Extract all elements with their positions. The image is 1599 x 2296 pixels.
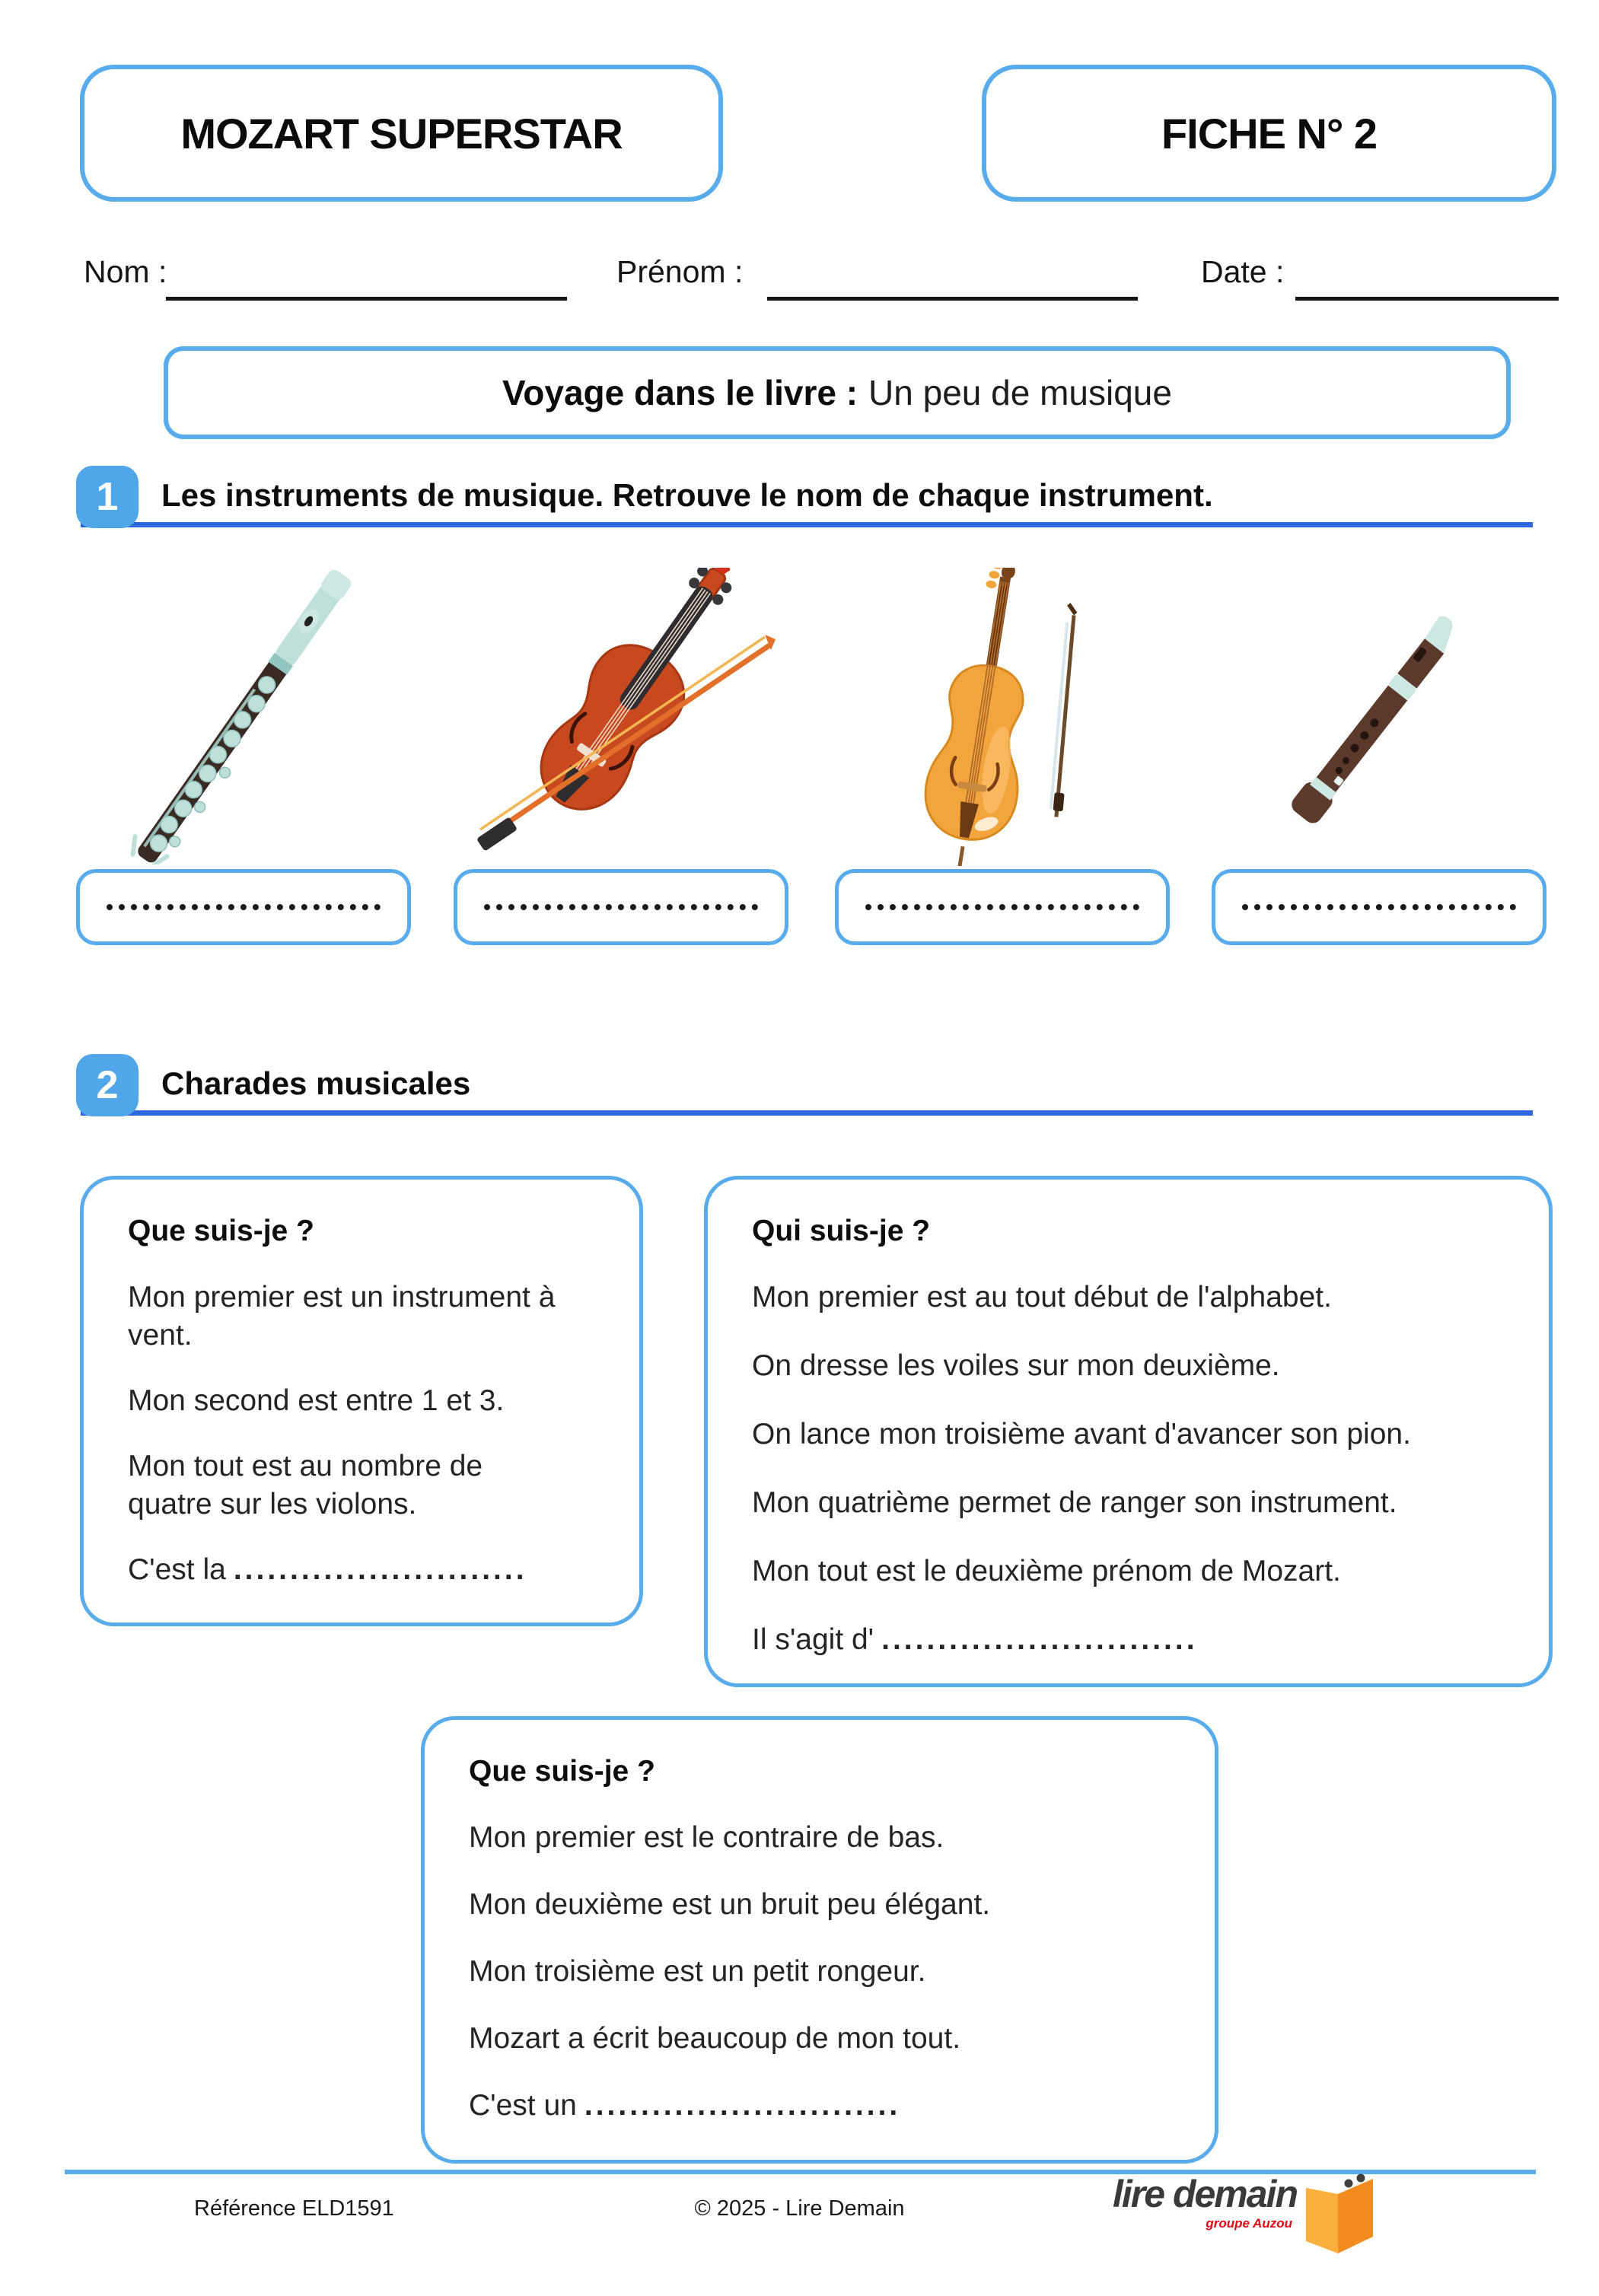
- charade3-answer-line: [469, 2087, 1171, 2125]
- charade-box-2: [704, 1176, 1553, 1687]
- section2-title: Charades musicales: [161, 1065, 471, 1101]
- answer-box-1[interactable]: [76, 869, 411, 945]
- banner-title-regular: Un peu de musique: [868, 373, 1172, 412]
- charade1-line: Mon premier est un instrument à vent.: [128, 1281, 556, 1352]
- open-book-icon: [1301, 2170, 1378, 2256]
- charade2-line: Mon premier est au tout début de l'alphabet.: [752, 1281, 1332, 1314]
- date-label: Date :: [1201, 254, 1285, 289]
- charade1-line: Mon second est entre 1 et 3.: [128, 1384, 505, 1417]
- charade3-title: Que suis-je ?: [469, 1755, 655, 1788]
- violin-icon: [457, 568, 785, 866]
- charade2-line: On lance mon troisième avant d'avancer son pion.: [752, 1417, 1411, 1451]
- charade3-line: Mozart a écrit beaucoup de mon tout.: [469, 2021, 961, 2055]
- worksheet-title-box: [80, 65, 723, 202]
- charade1-line: Mon tout est au nombre de quatre sur les violons.: [128, 1449, 483, 1521]
- charade2-line: On dresse les voiles sur mon deuxième.: [752, 1349, 1280, 1382]
- activity-banner: [164, 346, 1511, 439]
- double-bass-bow: [1049, 603, 1081, 817]
- charade1-answer-dots[interactable]: ..........................: [233, 1552, 527, 1586]
- instrument-cell-double-bass: [835, 568, 1170, 866]
- nom-write-line[interactable]: [166, 297, 567, 301]
- instrument-cell-recorder: [1212, 568, 1546, 866]
- section2-rule: [81, 1110, 1533, 1116]
- charade2-title: Qui suis-je ?: [752, 1215, 931, 1247]
- charade3-line: Mon premier est le contraire de bas.: [469, 1821, 944, 1854]
- lire-demain-logo: [1113, 2170, 1409, 2269]
- prenom-label: Prénom :: [616, 254, 744, 289]
- banner-title-bold: Voyage dans le livre :: [502, 373, 858, 412]
- section2-number-badge: [76, 1054, 139, 1116]
- fiche-number: FICHE N° 2: [1161, 109, 1378, 158]
- double-bass-icon: [865, 568, 1139, 866]
- answer-dotted-line-2[interactable]: [484, 904, 758, 910]
- section1-rule: [81, 522, 1533, 527]
- nom-label: Nom :: [84, 254, 167, 289]
- section1-number-badge: [76, 466, 139, 528]
- answer-dotted-line-3[interactable]: [865, 904, 1139, 910]
- charade1-answer-prefix: C'est la: [128, 1552, 226, 1586]
- charade3-answer-prefix: C'est un: [469, 2088, 577, 2122]
- date-write-line[interactable]: [1295, 297, 1559, 301]
- charade2-line: Mon quatrième permet de ranger son instrument.: [752, 1486, 1397, 1519]
- worksheet-title: MOZART SUPERSTAR: [180, 109, 623, 158]
- logo-wordmark: lire demain: [1113, 2173, 1297, 2215]
- charade3-line: Mon deuxième est un bruit peu élégant.: [469, 1887, 991, 1921]
- answer-box-2[interactable]: [454, 869, 788, 945]
- logo-group-label: groupe Auzou: [1206, 2216, 1292, 2231]
- charade1-answer-line: [128, 1551, 569, 1589]
- transverse-flute-icon: [84, 569, 403, 865]
- charade2-answer-prefix: Il s'agit d': [752, 1622, 874, 1656]
- prenom-write-line[interactable]: [767, 297, 1138, 301]
- charade2-line: Mon tout est le deuxième prénom de Mozart.: [752, 1554, 1341, 1587]
- answer-dotted-line-1[interactable]: [107, 904, 381, 910]
- charade-box-1: [80, 1176, 643, 1626]
- charade-box-3: [421, 1716, 1218, 2164]
- charade3-answer-dots[interactable]: ............................: [584, 2088, 901, 2122]
- charade2-answer-line: [752, 1621, 1505, 1659]
- section1-number: 1: [96, 475, 119, 519]
- charade3-line: Mon troisième est un petit rongeur.: [469, 1954, 926, 1988]
- answer-box-4[interactable]: [1212, 869, 1546, 945]
- recorder-icon: [1242, 580, 1516, 854]
- answer-dotted-line-4[interactable]: [1242, 904, 1516, 910]
- charade1-title: Que suis-je ?: [128, 1215, 314, 1247]
- footer-copyright: © 2025 - Lire Demain: [694, 2196, 905, 2221]
- footer-reference: Référence ELD1591: [194, 2196, 394, 2221]
- charade2-answer-dots[interactable]: ............................: [881, 1622, 1198, 1656]
- instrument-cell-flute: [76, 568, 411, 866]
- answer-box-3[interactable]: [835, 869, 1170, 945]
- section1-title: Les instruments de musique. Retrouve le nom de chaque instrument.: [161, 477, 1213, 513]
- section2-number: 2: [96, 1063, 119, 1107]
- instrument-cell-violin: [454, 568, 788, 866]
- fiche-number-box: [982, 65, 1556, 202]
